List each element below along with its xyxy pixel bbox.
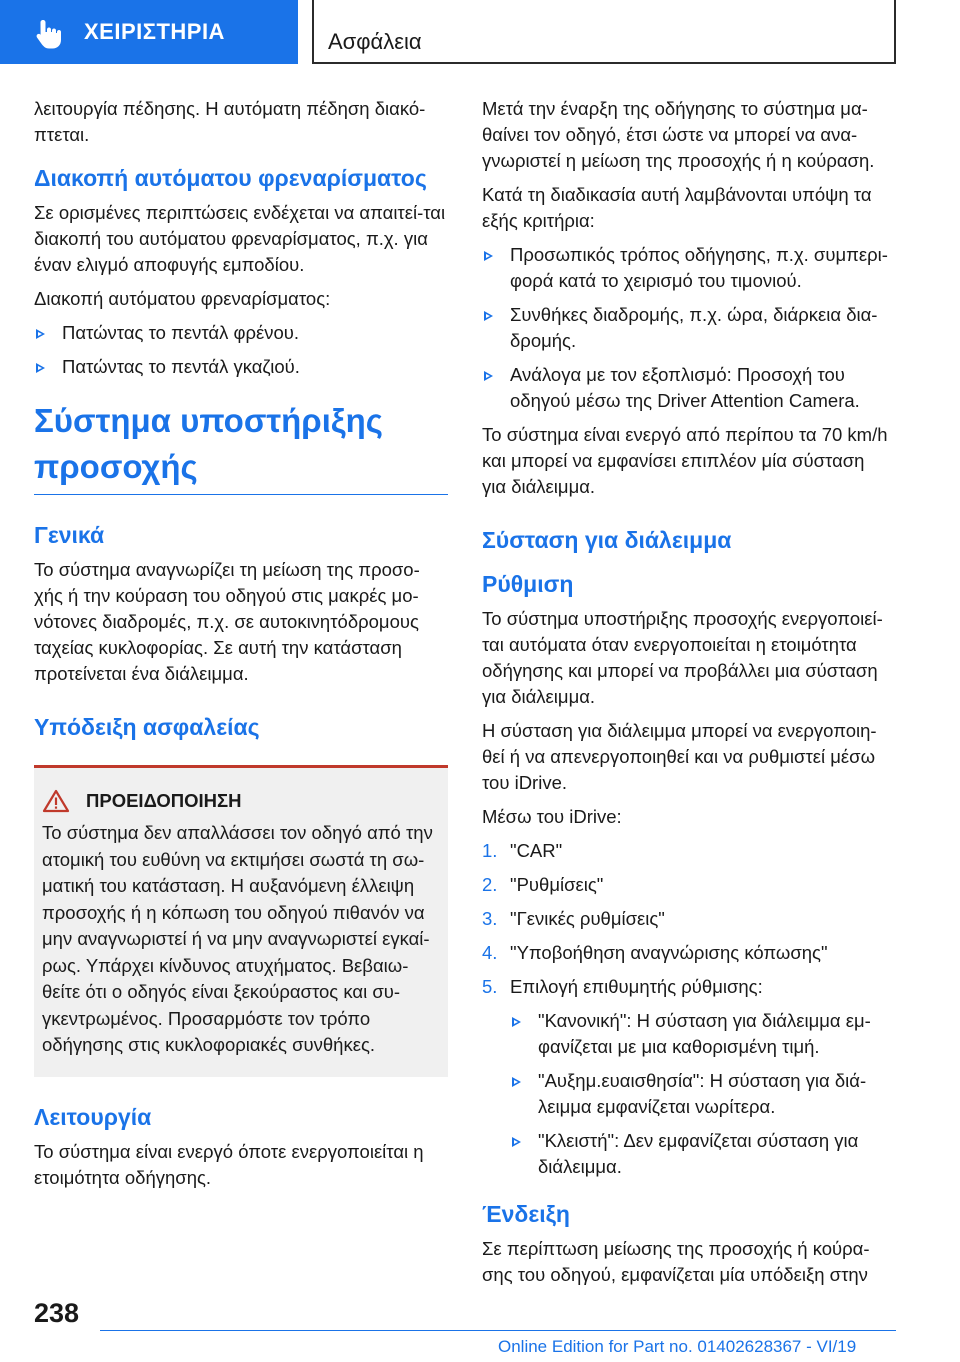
list-item: Πατώντας το πεντάλ γκαζιού. <box>34 354 448 380</box>
display-heading: Ένδειξη <box>482 1201 570 1227</box>
function-paragraph: Το σύστημα είναι ενεργό όποτε ενεργοποιείται η ετοιμότητα οδήγησης. <box>34 1140 424 1188</box>
chapter-tab[interactable] <box>0 0 298 64</box>
list-item: "Κανονική": Η σύσταση για διάλειμμα εμ-φανίζεται με μια καθορισμένη τιμή. <box>510 1008 892 1060</box>
cancel-paragraph: Σε ορισμένες περιπτώσεις ενδέχεται να απαιτεί-ται διακοπή του αυτόματου φρεναρίσματος, π.χ. για έναν ελιγμό αποφυγής εμποδίου. <box>34 202 446 275</box>
activation-paragraph: Το σύστημα είναι ενεργό από περίπου τα 70 km/h και μπορεί να εμφανίσει επιπλέον μία σύσταση για διάλειμμα. <box>482 424 888 497</box>
list-item: 5. Επιλογή επιθυμητής ρύθμισης: "Κανονική": Η σύσταση για διάλειμμα εμ-φανίζεται με μια καθορισμένη τιμή. "Αυξημ.ευαισθησία": Η σύσταση για διά-λειμμα εμφανίζεται νωρίτερα. "Κλειστή": Δεν εμφανίζεται σύσταση για διάλειμμα. <box>482 974 892 1180</box>
warning-title: ΠΡΟΕΙΔΟΠΟΙΗΣΗ <box>86 790 242 811</box>
list-item: Πατώντας το πεντάλ φρένου. <box>34 320 448 346</box>
pointing-hand-icon <box>34 18 64 50</box>
safety-heading: Υπόδειξη ασφαλείας <box>34 714 260 740</box>
general-paragraph: Το σύστημα αναγνωρίζει τη μείωση της προσο-χής ή την κούραση του οδηγού στις μακρές μο-νότονες διαδρομές, π.χ. σε αυτοκινητόδρομους ταχείας κυκλοφορίας. Σε αυτή την κατάσταση προτείνεται ένα διάλειμμα. <box>34 559 420 684</box>
criteria-intro: Κατά τη διαδικασία αυτή λαμβάνονται υπόψη τα εξής κριτήρια: <box>482 184 872 231</box>
steps-list <box>482 838 892 1180</box>
function-heading: Λειτουργία <box>34 1103 152 1130</box>
options-list <box>510 1008 892 1180</box>
edition-note: Online Edition for Part no. 01402628367 - VI/19 <box>498 1337 857 1356</box>
intro-paragraph: λειτουργία πέδησης. Η αυτόματη πέδηση διακό-πτεται. <box>34 98 426 145</box>
warning-title-row <box>42 788 438 814</box>
cancel-list-intro: Διακοπή αυτόματου φρεναρίσματος: <box>34 288 331 309</box>
triangle-bullet-icon <box>484 251 493 261</box>
list-item: "Κλειστή": Δεν εμφανίζεται σύσταση για διάλειμμα. <box>510 1128 892 1180</box>
list-item: 2. "Ρυθμίσεις" <box>482 874 604 895</box>
cancel-heading: Διακοπή αυτόματου φρεναρίσματος <box>34 165 427 191</box>
right-column <box>482 96 892 1296</box>
setting-paragraph-1: Το σύστημα υποστήριξης προσοχής ενεργοποιεί-ται αυτόματα όταν ενεργοποιείται η ετοιμότητα οδήγησης και μπορεί να προβάλλει μια σύσταση για διάλειμμα. <box>482 608 883 707</box>
list-item: Συνθήκες διαδρομής, π.χ. ώρα, διάρκεια δια-δρομής. <box>482 302 892 354</box>
warning-triangle-icon <box>42 789 70 813</box>
criteria-list <box>482 242 892 414</box>
page-number: 238 <box>34 1298 80 1328</box>
warning-text: Το σύστημα δεν απαλλάσσει τον οδηγό από την ατομική του ευθύνη να εκτιμήσει σωστά τη σω-ματική του κατάσταση. Η αυξανόμενη έλλειψη προσοχής ή η κόπωση του οδηγού πιθανόν να μην αναγνωριστεί ή να μην αναγνωριστεί εγκαί-ρως. Υπάρχει κίνδυνος ατυχήματος. Βεβαιω-θείτε ότι ο οδηγός είναι ξεκούραστος και συ-γκεντρωμένος. Προσαρμόστε τον τρόπο οδήγησης στις κυκλοφοριακές συνθήκες. <box>42 822 433 1055</box>
warning-box <box>34 765 448 1077</box>
triangle-bullet-icon <box>36 329 45 339</box>
triangle-bullet-icon <box>36 363 45 373</box>
triangle-bullet-icon <box>512 1017 521 1027</box>
section-label: Ασφάλεια <box>328 29 422 54</box>
triangle-bullet-icon <box>484 311 493 321</box>
chapter-label: ΧΕΙΡΙΣΤΗΡΙΑ <box>84 19 225 44</box>
cancel-list <box>34 320 448 380</box>
list-item: "Αυξημ.ευαισθησία": Η σύσταση για διά-λειμμα εμφανίζεται νωρίτερα. <box>510 1068 892 1120</box>
triangle-bullet-icon <box>512 1137 521 1147</box>
setting-paragraph-2: Η σύσταση για διάλειμμα μπορεί να ενεργοποιη-θεί ή να απενεργοποιηθεί και να ρυθμιστεί μέσω του iDrive. <box>482 720 877 793</box>
list-item: 1. "CAR" <box>482 840 563 861</box>
break-heading: Σύσταση για διάλειμμα <box>482 527 732 553</box>
list-item: Προσωπικός τρόπος οδήγησης, π.χ. συμπερι-φορά κατά το χειρισμό του τιμονιού. <box>482 242 892 294</box>
section-header <box>312 0 896 64</box>
main-heading: Σύστημα υποστήριξης προσοχής <box>34 398 448 495</box>
setting-heading: Ρύθμιση <box>482 571 574 597</box>
display-paragraph: Σε περίπτωση μείωσης της προσοχής ή κούρα-σης του οδηγού, εμφανίζεται μία υπόδειξη στην <box>482 1238 870 1285</box>
list-item: 4. "Υποβοήθηση αναγνώρισης κόπωσης" <box>482 942 828 963</box>
triangle-bullet-icon <box>484 371 493 381</box>
list-item: 3. "Γενικές ρυθμίσεις" <box>482 908 665 929</box>
left-column <box>34 96 448 1199</box>
footer-divider <box>100 1330 896 1331</box>
triangle-bullet-icon <box>512 1077 521 1087</box>
general-heading: Γενικά <box>34 522 105 548</box>
setting-paragraph-3: Μέσω του iDrive: <box>482 806 622 827</box>
list-item: Ανάλογα με τον εξοπλισμό: Προσοχή του οδηγού μέσω της Driver Attention Camera. <box>482 362 892 414</box>
learning-paragraph: Μετά την έναρξη της οδήγησης το σύστημα μα-θαίνει τον οδηγό, έτσι ώστε να μπορεί να ανα-γνωριστεί η μείωση της προσοχής ή η κούραση. <box>482 98 875 171</box>
